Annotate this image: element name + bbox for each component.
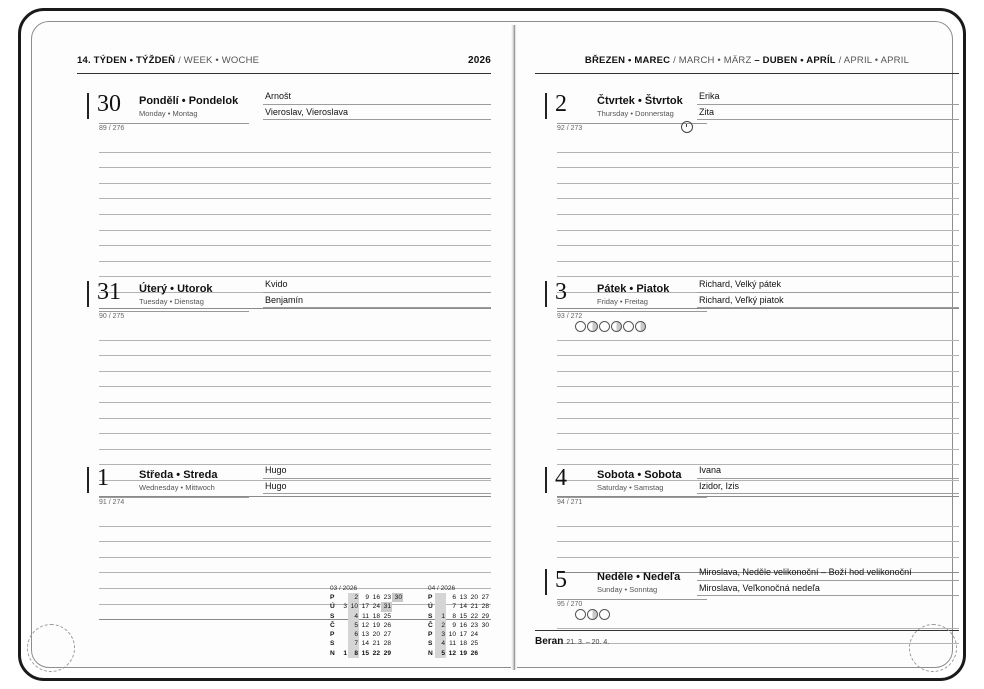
weekday-label: S: [428, 612, 433, 620]
day-cell: 10: [448, 631, 456, 639]
mini-calendar-row: [427, 649, 490, 658]
day-cell: 6: [348, 630, 359, 639]
day-cell: [337, 593, 348, 602]
writing-line[interactable]: [557, 215, 959, 231]
weekday-label: N: [428, 649, 433, 657]
day-header-thursday: [535, 91, 959, 135]
day-accent-bar: [545, 467, 547, 493]
weekday-label: P: [330, 631, 335, 639]
writing-line[interactable]: [99, 137, 491, 153]
zodiac-name: Beran: [535, 636, 564, 647]
writing-line[interactable]: [557, 246, 959, 262]
day-name-translation: Tuesday • Dienstag: [139, 297, 204, 306]
day-of-year: 95 / 270: [557, 601, 583, 608]
book-spine-line: [514, 25, 515, 670]
day-name: Pátek • Piatok: [597, 283, 670, 295]
mini-calendar-row: [329, 621, 403, 630]
nameday-cz: Erika: [697, 89, 959, 105]
writing-line[interactable]: [557, 403, 959, 419]
day-cell: 29: [383, 649, 391, 657]
day-number: 4: [555, 465, 567, 491]
mini-calendar-row: [427, 602, 490, 611]
writing-line[interactable]: [99, 215, 491, 231]
day-cell: 19: [459, 649, 467, 657]
writing-line[interactable]: [557, 613, 959, 629]
writing-line[interactable]: [557, 199, 959, 215]
writing-line[interactable]: [99, 184, 491, 200]
page-corner-right: [909, 624, 957, 672]
day-name: Sobota • Sobota: [597, 469, 682, 481]
mini-calendar-row: [329, 602, 403, 611]
year-label: 2026: [467, 55, 491, 66]
day-cell: 21: [470, 603, 478, 611]
day-cell: 12: [448, 649, 456, 657]
month-label-primary-translation: / MARCH • MÄRZ: [673, 55, 752, 66]
day-divider: [557, 311, 707, 312]
day-cell: [337, 621, 348, 630]
day-cell: 20: [470, 594, 478, 601]
left-page: [51, 33, 507, 663]
weekday-label: P: [330, 594, 335, 601]
day-cell: [435, 602, 446, 611]
writing-line[interactable]: [99, 341, 491, 357]
day-cell: 17: [459, 631, 467, 639]
day-block-tuesday: [77, 279, 491, 323]
day-cell: 26: [470, 649, 478, 657]
nameday-list: [697, 463, 959, 494]
writing-line[interactable]: [557, 137, 959, 153]
day-name: Čtvrtek • Štvrtok: [597, 95, 683, 107]
nameday-list: [697, 89, 959, 120]
day-number: 2: [555, 91, 567, 117]
nameday-sk: Benjamín: [263, 293, 491, 309]
day-of-year: 90 / 275: [99, 313, 125, 320]
day-cell: [337, 612, 348, 621]
day-of-year: 94 / 271: [557, 499, 583, 506]
day-cell: 8: [348, 649, 359, 658]
day-number: 30: [97, 91, 121, 117]
writing-line[interactable]: [99, 434, 491, 450]
nameday-sk: Zita: [697, 105, 959, 121]
day-of-year: 91 / 274: [99, 499, 125, 506]
writing-line[interactable]: [557, 511, 959, 527]
mini-calendar-row: [427, 593, 490, 602]
day-cell: 5: [348, 621, 359, 630]
day-cell: 7: [348, 639, 359, 648]
day-number: 5: [555, 567, 567, 593]
weekday-label: Ú: [330, 603, 335, 611]
day-cell: 26: [383, 621, 391, 629]
day-of-year: 93 / 272: [557, 313, 583, 320]
writing-lines-sunday[interactable]: [557, 613, 959, 644]
writing-line[interactable]: [557, 434, 959, 450]
weekday-label: Č: [428, 621, 433, 629]
day-header-friday: [535, 279, 959, 323]
day-cell: 3: [343, 603, 347, 611]
writing-line[interactable]: [557, 387, 959, 403]
mini-calendar-table: [427, 593, 490, 658]
nameday-sk: Richard, Veľký piatok: [697, 293, 959, 309]
day-header-tuesday: [77, 279, 491, 323]
day-header-wednesday: [77, 465, 491, 509]
day-cell: 25: [470, 640, 478, 648]
day-number: 1: [97, 465, 109, 491]
day-cell: 19: [372, 621, 380, 629]
day-block-saturday: [535, 465, 959, 509]
day-divider: [557, 497, 707, 498]
writing-line[interactable]: [557, 372, 959, 388]
nameday-list: [697, 565, 959, 596]
month-range-dash: –: [754, 55, 760, 66]
day-cell: 23: [383, 594, 391, 601]
writing-line[interactable]: [557, 542, 959, 558]
day-name-translation: Sunday • Sonntag: [597, 585, 658, 594]
day-cell: 12: [361, 621, 369, 629]
writing-line[interactable]: [99, 527, 491, 543]
nameday-list: [263, 89, 491, 120]
writing-line[interactable]: [99, 419, 491, 435]
day-name-translation: Saturday • Samstag: [597, 483, 664, 492]
day-cell: [479, 649, 490, 658]
day-name: Úterý • Utorok: [139, 283, 213, 295]
writing-line[interactable]: [99, 262, 491, 278]
page-corner-left: [27, 624, 75, 672]
right-header-rule: [535, 73, 959, 74]
writing-line[interactable]: [557, 231, 959, 247]
day-cell: 13: [459, 594, 467, 601]
writing-line[interactable]: [557, 419, 959, 435]
day-cell: 1: [435, 612, 446, 621]
day-accent-bar: [87, 281, 89, 307]
month-label-secondary: DUBEN • APRÍL: [762, 55, 836, 66]
day-cell: 28: [383, 640, 391, 648]
mini-calendar-row: [329, 612, 403, 621]
nameday-sk: Miroslava, Veľkonočná nedeľa: [697, 581, 959, 597]
mini-calendar-row: [329, 593, 403, 602]
nameday-cz: Kvido: [263, 277, 491, 293]
day-cell: 21: [372, 640, 380, 648]
writing-line[interactable]: [557, 527, 959, 543]
day-cell: [392, 602, 403, 611]
day-cell: 11: [362, 612, 369, 620]
weekday-label: S: [428, 640, 433, 648]
weekday-label: P: [428, 631, 433, 639]
day-cell: 14: [361, 640, 369, 648]
day-divider: [99, 497, 249, 498]
day-cell: 22: [372, 649, 380, 657]
day-cell: 2: [435, 621, 446, 630]
right-page: [519, 33, 975, 663]
day-cell: 2: [348, 593, 359, 602]
writing-line[interactable]: [557, 153, 959, 169]
day-cell: 10: [348, 602, 359, 611]
mini-calendar-row: [427, 630, 490, 639]
day-cell: [392, 621, 403, 630]
day-cell: 16: [459, 621, 467, 629]
day-cell: 23: [470, 621, 478, 629]
right-page-header: [535, 55, 959, 71]
left-header-rule: [77, 73, 491, 74]
day-cell: 11: [449, 640, 456, 648]
day-accent-bar: [545, 281, 547, 307]
day-cell: 25: [383, 612, 391, 620]
mini-calendar-title: 04 / 2026: [428, 585, 456, 592]
writing-line[interactable]: [557, 356, 959, 372]
day-cell: 1: [343, 649, 347, 657]
writing-line[interactable]: [99, 542, 491, 558]
day-number: 31: [97, 279, 121, 305]
left-page-header: [77, 55, 491, 71]
day-name: Středa • Streda: [139, 469, 218, 481]
day-name: Neděle • Nedeľa: [597, 571, 681, 583]
weekday-label: Č: [330, 621, 335, 629]
day-cell: 9: [365, 594, 369, 601]
day-divider: [99, 311, 249, 312]
day-cell: [479, 630, 490, 639]
mini-calendar-row: [427, 639, 490, 648]
day-of-year: 92 / 273: [557, 125, 583, 132]
day-cell: [392, 630, 403, 639]
writing-line[interactable]: [557, 325, 959, 341]
nameday-cz: Richard, Velký pátek: [697, 277, 959, 293]
day-cell: [392, 612, 403, 621]
day-cell: 15: [459, 612, 467, 620]
day-cell: [337, 639, 348, 648]
day-cell: 6: [452, 594, 456, 601]
writing-line[interactable]: [99, 511, 491, 527]
nameday-cz: Hugo: [263, 463, 491, 479]
nameday-sk: Izidor, Izis: [697, 479, 959, 495]
nameday-sk: Hugo: [263, 479, 491, 495]
day-cell: 8: [452, 612, 456, 620]
writing-line[interactable]: [99, 153, 491, 169]
writing-line[interactable]: [557, 341, 959, 357]
weekday-label: Ú: [428, 603, 433, 611]
day-of-year: 89 / 276: [99, 125, 125, 132]
day-cell: 24: [372, 603, 380, 611]
day-accent-bar: [545, 569, 547, 595]
day-block-sunday: [535, 567, 959, 611]
nameday-sk: Vieroslav, Vieroslava: [263, 105, 491, 121]
writing-line[interactable]: [99, 372, 491, 388]
mini-calendar-title: 03 / 2026: [330, 585, 358, 592]
day-name-translation: Thursday • Donnerstag: [597, 109, 674, 118]
day-cell: 31: [381, 602, 392, 611]
writing-line[interactable]: [99, 231, 491, 247]
week-label-translation: / WEEK • WOCHE: [178, 55, 260, 66]
zodiac-range: 21. 3. – 20. 4.: [566, 639, 610, 646]
day-cell: 24: [470, 631, 478, 639]
mini-calendar-table: [329, 593, 403, 658]
day-header-sunday: [535, 567, 959, 611]
day-cell: 17: [361, 603, 369, 611]
day-cell: 27: [383, 631, 391, 639]
day-divider: [557, 599, 707, 600]
day-block-monday: [77, 91, 491, 135]
day-cell: 7: [452, 603, 456, 611]
writing-line[interactable]: [99, 558, 491, 574]
day-cell: 18: [459, 640, 467, 648]
day-cell: 30: [392, 593, 403, 602]
day-cell: 4: [348, 612, 359, 621]
day-cell: [392, 649, 403, 658]
day-cell: [392, 639, 403, 648]
mini-calendar-row: [427, 621, 490, 630]
weekday-label: N: [330, 649, 335, 657]
day-cell: 22: [470, 612, 478, 620]
mini-calendar-april: [427, 585, 515, 658]
nameday-list: [263, 277, 491, 308]
writing-line[interactable]: [99, 168, 491, 184]
day-cell: 3: [435, 630, 446, 639]
footer-rule: [535, 630, 959, 631]
day-cell: [337, 630, 348, 639]
day-header-saturday: [535, 465, 959, 509]
writing-line[interactable]: [557, 184, 959, 200]
writing-line[interactable]: [99, 403, 491, 419]
nameday-cz: Arnošt: [263, 89, 491, 105]
day-name-translation: Monday • Montag: [139, 109, 198, 118]
weekday-label: P: [428, 594, 433, 601]
day-block-friday: [535, 279, 959, 323]
day-header-monday: [77, 91, 491, 135]
day-name: Pondělí • Pondelok: [139, 95, 239, 107]
day-cell: 15: [361, 649, 369, 657]
day-number: 3: [555, 279, 567, 305]
zodiac-footer: [535, 636, 609, 647]
day-cell: 14: [459, 603, 467, 611]
mini-calendar-row: [329, 639, 403, 648]
day-cell: 4: [435, 639, 446, 648]
week-label: 14. TÝDEN • TÝŽDEŇ: [77, 55, 176, 66]
day-accent-bar: [545, 93, 547, 119]
day-cell: 13: [361, 631, 369, 639]
nameday-cz: Miroslava, Neděle velikonoční – Boží hod velikonoční: [697, 565, 959, 581]
day-divider: [99, 123, 249, 124]
day-cell: [479, 639, 490, 648]
day-cell: 9: [452, 621, 456, 629]
day-block-wednesday: [77, 465, 491, 509]
day-name-translation: Friday • Freitag: [597, 297, 648, 306]
nameday-cz: Ivana: [697, 463, 959, 479]
mini-calendars: [329, 585, 515, 658]
day-accent-bar: [87, 93, 89, 119]
nameday-list: [263, 463, 491, 494]
day-cell: 5: [435, 649, 446, 658]
day-accent-bar: [87, 467, 89, 493]
month-label-primary: BŘEZEN • MAREC: [584, 55, 671, 66]
mini-calendar-row: [329, 649, 403, 658]
day-cell: [435, 593, 446, 602]
clock-icon: [681, 121, 693, 133]
writing-line[interactable]: [99, 356, 491, 372]
day-cell: 29: [481, 612, 489, 620]
day-cell: 20: [372, 631, 380, 639]
writing-line[interactable]: [99, 199, 491, 215]
writing-line[interactable]: [99, 246, 491, 262]
weekday-label: S: [330, 612, 335, 620]
month-label-secondary-translation: / APRIL • APRIL: [838, 55, 910, 66]
day-name-translation: Wednesday • Mittwoch: [139, 483, 215, 492]
writing-line[interactable]: [99, 325, 491, 341]
nameday-list: [697, 277, 959, 308]
writing-line[interactable]: [99, 387, 491, 403]
weekday-label: S: [330, 640, 335, 648]
day-cell: 27: [481, 594, 489, 601]
mini-calendar-march: [329, 585, 417, 658]
mini-calendar-row: [427, 612, 490, 621]
day-block-thursday: [535, 91, 959, 135]
day-cell: 16: [372, 594, 380, 601]
day-cell: 28: [481, 603, 489, 611]
writing-line[interactable]: [557, 168, 959, 184]
book-cover: [18, 8, 966, 681]
mini-calendar-row: [329, 630, 403, 639]
writing-line[interactable]: [557, 262, 959, 278]
day-cell: 30: [481, 621, 489, 629]
day-cell: 18: [372, 612, 380, 620]
